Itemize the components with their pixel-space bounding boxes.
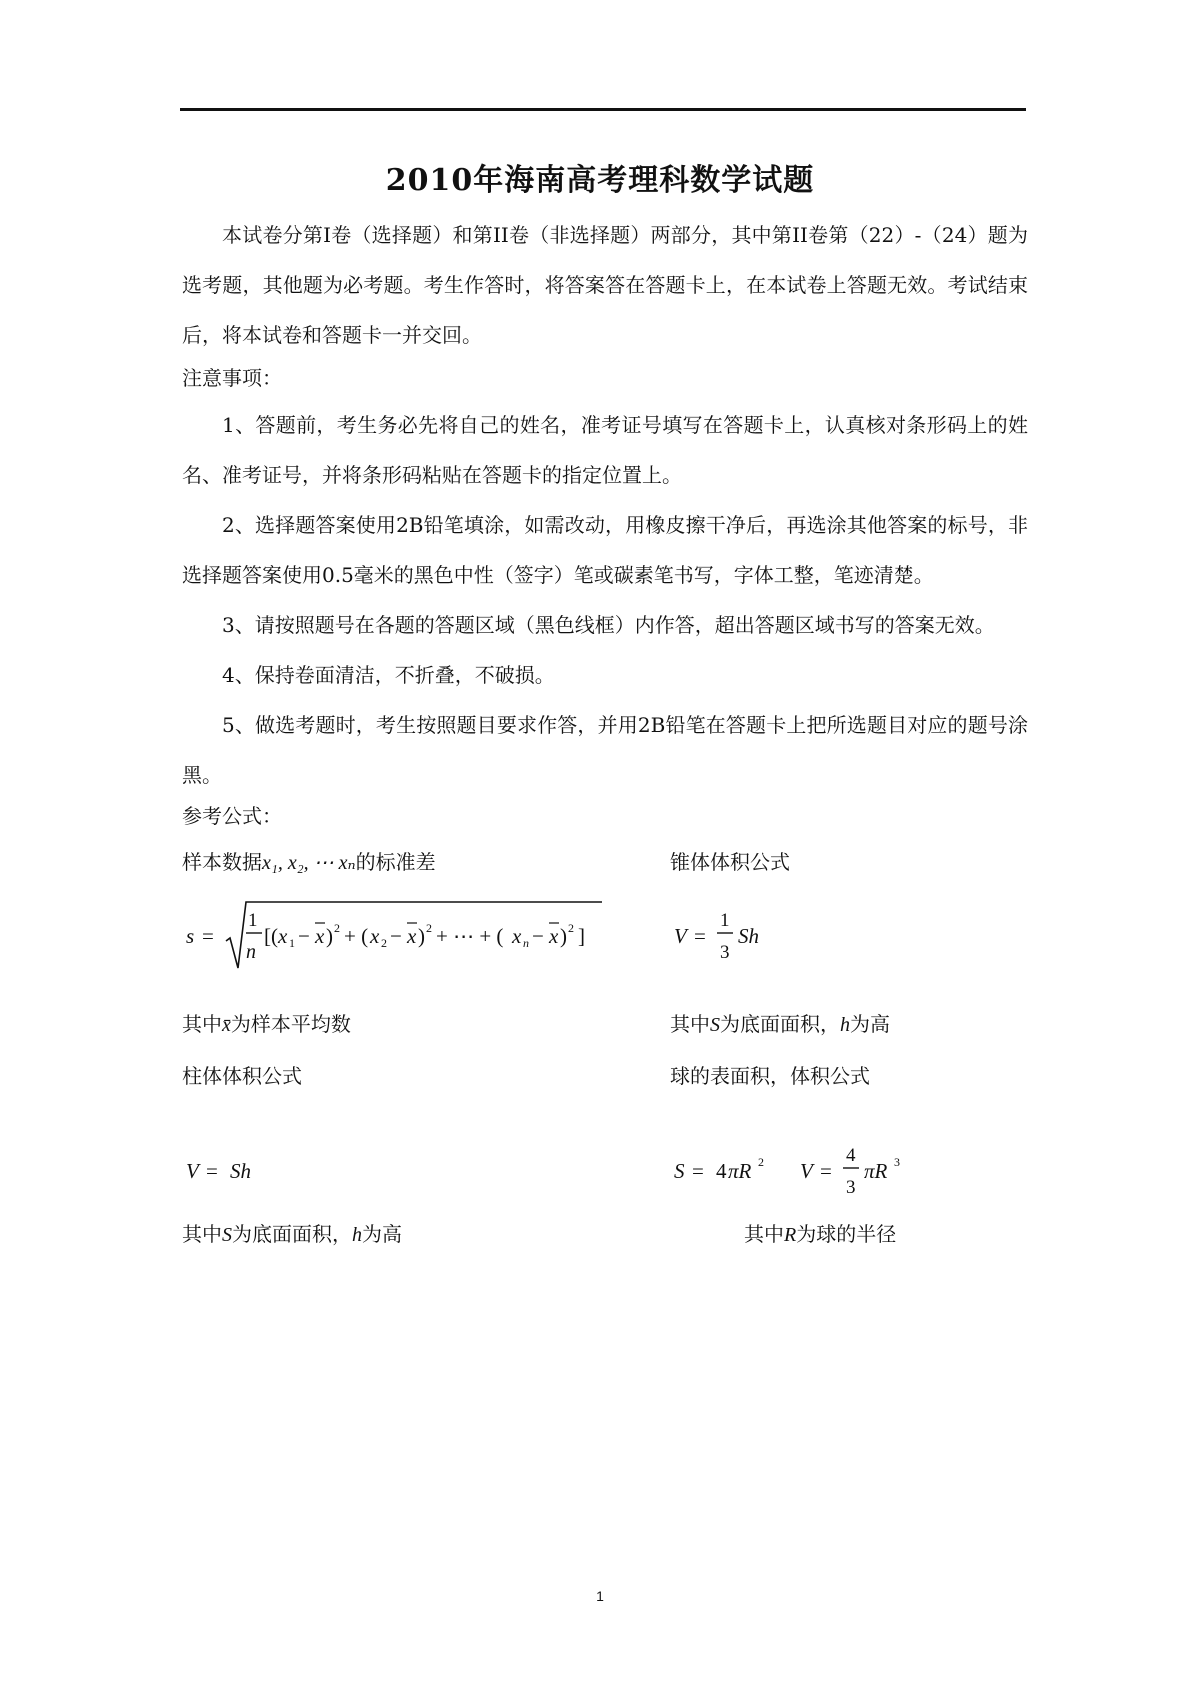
svg-text:4: 4 <box>716 1159 727 1183</box>
svg-text:=: = <box>694 924 706 948</box>
svg-text:2: 2 <box>758 1155 764 1169</box>
mean-symbol: x̄ <box>222 1014 231 1036</box>
svg-text:=: = <box>692 1159 704 1183</box>
svg-text:πR: πR <box>864 1159 888 1183</box>
cone-volume-label: 锥体体积公式 <box>670 850 790 874</box>
svg-text:4: 4 <box>846 1145 856 1166</box>
std-dev-label-suffix: 的标准差 <box>355 850 436 874</box>
svg-text:−: − <box>390 924 402 948</box>
svg-text:V: V <box>674 924 687 948</box>
svg-text:2: 2 <box>381 936 387 950</box>
svg-text:=: = <box>206 1159 218 1183</box>
sphere-note-prefix: 其中 <box>744 1222 784 1246</box>
svg-text:s: s <box>186 924 195 948</box>
svg-text:+ (: + ( <box>344 924 369 948</box>
note-item-1: 1、答题前，考生务必先将自己的姓名，准考证号填写在答题卡上，认真核对条形码上的姓名、准考证号，并将条形码粘贴在答题卡的指定位置上。 <box>182 413 1028 487</box>
prism-note-s: S <box>222 1224 232 1246</box>
cone-note-s: S <box>710 1014 720 1036</box>
prism-volume-label: 柱体体积公式 <box>182 1064 302 1088</box>
sphere-formulas <box>670 1131 930 1211</box>
cone-note-prefix: 其中 <box>670 1012 710 1036</box>
sphere-note-r: R <box>784 1224 797 1246</box>
svg-text:1: 1 <box>289 936 295 950</box>
svg-text:x: x <box>315 924 325 948</box>
svg-text:πR: πR <box>728 1159 752 1183</box>
svg-text:x: x <box>512 924 522 948</box>
page-title: 2010年海南高考理科数学试题 <box>385 163 815 198</box>
svg-text:1: 1 <box>248 910 258 931</box>
svg-text:V: V <box>800 1159 813 1183</box>
cone-note <box>670 1008 890 1037</box>
svg-text:+ ⋯ + (: + ⋯ + ( <box>436 924 504 948</box>
std-dev-variables: x₁, x₂, ⋯ xₙ <box>262 852 356 874</box>
svg-text:2: 2 <box>568 921 574 935</box>
formulas-heading: 参考公式： <box>182 804 282 828</box>
prism-volume-formula <box>182 1148 292 1198</box>
svg-text:2: 2 <box>334 921 340 935</box>
std-dev-note-prefix: 其中 <box>182 1012 222 1036</box>
header-rule <box>180 108 1026 111</box>
note-item-3: 3、请按照题号在各题的答题区域（黑色线框）内作答，超出答题区域书写的答案无效。 <box>222 613 995 637</box>
svg-text:2: 2 <box>426 921 432 935</box>
note-item-5: 5、做选考题时，考生按照题目要求作答，并用2B铅笔在答题卡上把所选题目对应的题号涂黑。 <box>182 713 1028 787</box>
svg-text:3: 3 <box>720 942 730 963</box>
cone-volume-formula <box>670 896 800 976</box>
prism-note <box>182 1218 402 1247</box>
cone-note-h: h <box>840 1014 850 1036</box>
svg-text:x: x <box>370 924 380 948</box>
svg-text:]: ] <box>578 924 585 948</box>
prism-note-prefix: 其中 <box>182 1222 222 1246</box>
std-dev-note-suffix: 为样本平均数 <box>230 1012 351 1036</box>
intro-paragraph: 本试卷分第I卷（选择题）和第II卷（非选择题）两部分，其中第II卷第（22）-（24）题为选考题，其他题为必考题。考生作答时，将答案答在答题卡上，在本试卷上答题无效。考试结束后，将本试卷和答题卡一并交回。 <box>182 223 1028 347</box>
svg-text:): ) <box>326 924 333 948</box>
page-number: 1 <box>596 1588 604 1604</box>
note-item-4: 4、保持卷面清洁，不折叠，不破损。 <box>222 663 555 687</box>
svg-text:n: n <box>523 936 529 950</box>
svg-text:Sh: Sh <box>738 924 759 948</box>
std-dev-label <box>182 846 436 875</box>
svg-text:n: n <box>246 941 256 963</box>
svg-text:3: 3 <box>846 1177 856 1198</box>
sphere-note <box>744 1218 896 1247</box>
svg-text:x: x <box>549 924 559 948</box>
svg-text:): ) <box>418 924 425 948</box>
std-dev-note <box>182 1008 351 1037</box>
svg-text:x: x <box>278 924 288 948</box>
notes-heading: 注意事项： <box>182 366 282 390</box>
svg-text:[(: [( <box>264 924 278 948</box>
sphere-note-suffix: 为球的半径 <box>796 1222 897 1246</box>
std-dev-label-prefix: 样本数据 <box>182 850 262 874</box>
cone-note-suffix: 为高 <box>850 1012 890 1036</box>
note-item-2: 2、选择题答案使用2B铅笔填涂，如需改动，用橡皮擦干净后，再选涂其他答案的标号，非选择题答案使用0.5毫米的黑色中性（签字）笔或碳素笔书写，字体工整，笔迹清楚。 <box>182 513 1028 587</box>
svg-text:−: − <box>298 924 310 948</box>
svg-text:3: 3 <box>894 1155 900 1169</box>
svg-text:x: x <box>407 924 417 948</box>
svg-text:=: = <box>820 1159 832 1183</box>
svg-text:1: 1 <box>720 910 730 931</box>
std-dev-formula <box>182 896 612 976</box>
prism-note-mid: 为底面面积， <box>232 1222 352 1246</box>
svg-text:=: = <box>202 924 214 948</box>
svg-text:): ) <box>560 924 567 948</box>
prism-note-suffix: 为高 <box>362 1222 402 1246</box>
svg-text:Sh: Sh <box>230 1159 251 1183</box>
svg-text:V: V <box>186 1159 199 1183</box>
prism-note-h: h <box>352 1224 362 1246</box>
cone-note-mid: 为底面面积， <box>720 1012 840 1036</box>
svg-text:−: − <box>532 924 544 948</box>
svg-text:S: S <box>674 1159 685 1183</box>
sphere-formula-label: 球的表面积，体积公式 <box>670 1064 870 1088</box>
